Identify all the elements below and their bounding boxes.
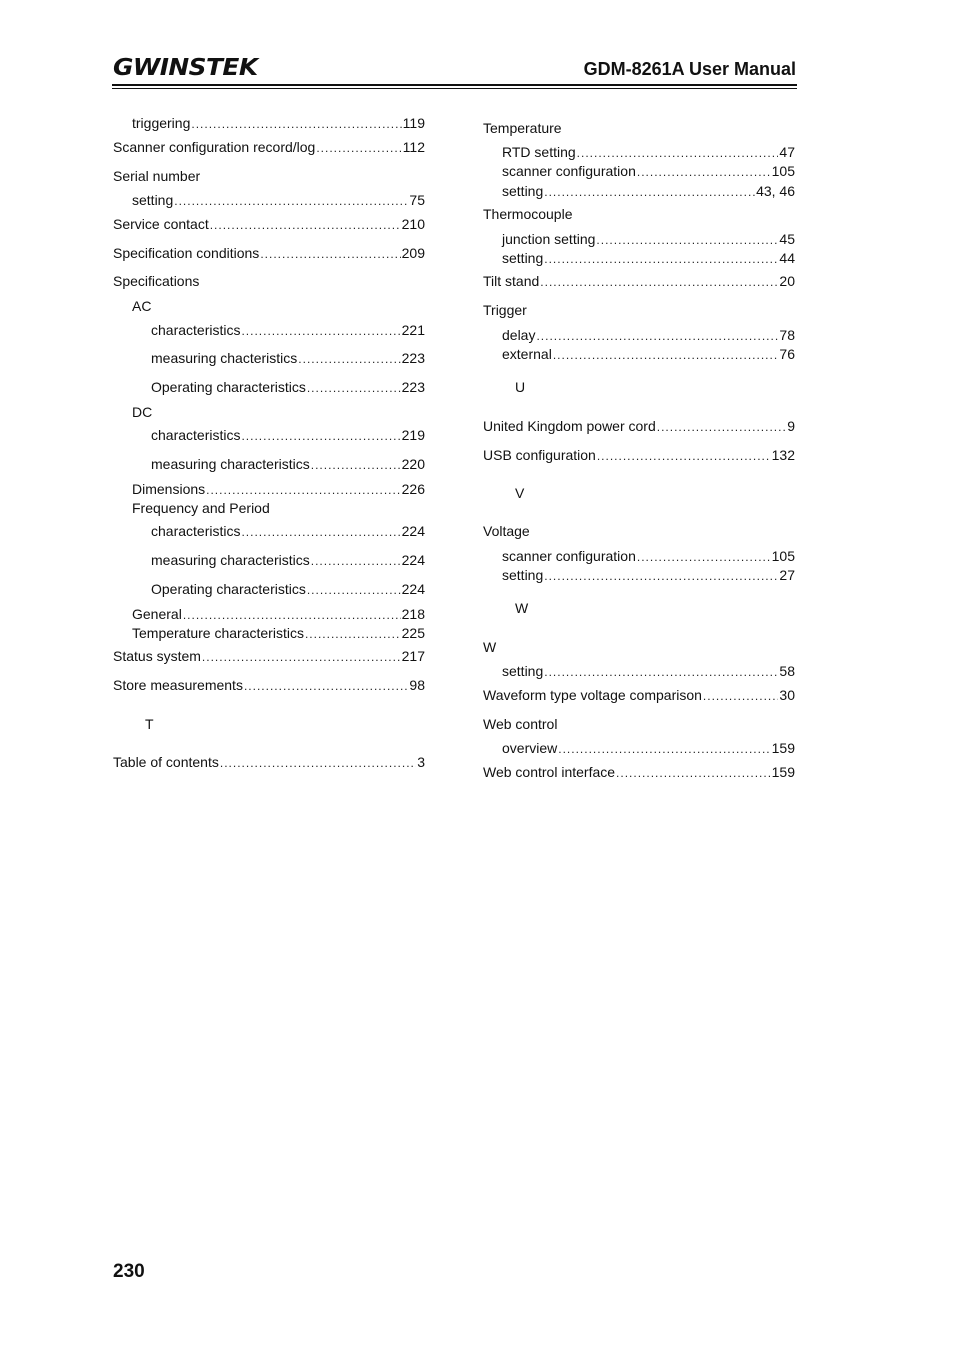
index-entry: Dimensions ..... 226 — [132, 480, 425, 499]
index-entry: Specification conditions ..... 209 — [113, 244, 425, 263]
index-heading: Web control — [483, 716, 558, 732]
index-heading: Trigger — [483, 302, 527, 318]
header-rule-thin — [112, 88, 797, 89]
index-entry: setting ..... 75 — [132, 191, 425, 210]
index-subheading: DC — [132, 404, 153, 420]
index-heading: Serial number — [113, 168, 201, 184]
section-letter: U — [515, 379, 526, 395]
index-entry: General ..... 218 — [132, 605, 425, 624]
index-entry: United Kingdom power cord ..... 9 — [483, 417, 795, 436]
index-heading: Voltage — [483, 523, 530, 539]
index-entry: scanner configuration ..... 105 — [502, 162, 795, 181]
index-heading: Temperature — [483, 120, 562, 136]
index-entry: measuring characteristics ..... 224 — [151, 551, 425, 570]
header-rule-thick — [112, 84, 797, 86]
index-entry: measuring characteristics ..... 220 — [151, 455, 425, 474]
index-entry: Web control interface ..... 159 — [483, 763, 795, 782]
manual-title: GDM-8261A User Manual — [583, 59, 796, 79]
index-subheading: AC — [132, 298, 152, 314]
index-entry: Store measurements ..... 98 — [113, 676, 425, 695]
index-entry: characteristics ..... 221 — [151, 321, 425, 340]
index-subheading: Frequency and Period — [132, 500, 270, 516]
index-entry: junction setting ..... 45 — [502, 230, 795, 249]
section-letter: W — [515, 600, 529, 616]
index-entry: Tilt stand ..... 20 — [483, 272, 795, 291]
index-entry: triggering ..... 119 — [132, 114, 425, 133]
index-entry: Operating characteristics ..... 223 — [151, 378, 425, 397]
index-entry: setting ..... 43, 46 — [502, 182, 795, 201]
index-entry: Scanner configuration record/log ..... 112 — [113, 138, 425, 157]
index-entry: overview ..... 159 — [502, 739, 795, 758]
page-number: 230 — [113, 1261, 145, 1282]
index-entry: setting ..... 27 — [502, 566, 795, 585]
index-entry: Table of contents ..... 3 — [113, 753, 425, 772]
gwinstek-logo: GWINSTEK — [113, 55, 258, 81]
section-letter: V — [515, 485, 525, 501]
index-entry: characteristics ..... 219 — [151, 426, 425, 445]
index-heading: Thermocouple — [483, 206, 573, 222]
index-entry: Operating characteristics ..... 224 — [151, 580, 425, 599]
index-heading: W — [483, 639, 497, 655]
index-entry: Waveform type voltage comparison ..... 30 — [483, 686, 795, 705]
index-entry: measuring chacteristics ..... 223 — [151, 349, 425, 368]
index-entry: delay ..... 78 — [502, 326, 795, 345]
index-entry: scanner configuration ..... 105 — [502, 547, 795, 566]
index-entry: Status system ..... 217 — [113, 647, 425, 666]
index-entry: USB configuration ..... 132 — [483, 446, 795, 465]
index-entry: Temperature characteristics ..... 225 — [132, 624, 425, 643]
index-entry: setting ..... 58 — [502, 662, 795, 681]
section-letter: T — [145, 716, 154, 732]
index-entry: external ..... 76 — [502, 345, 795, 364]
index-entry: setting ..... 44 — [502, 249, 795, 268]
index-heading: Specifications — [113, 273, 200, 289]
index-entry: characteristics ..... 224 — [151, 522, 425, 541]
index-entry: RTD setting ..... 47 — [502, 143, 795, 162]
index-entry: Service contact ..... 210 — [113, 215, 425, 234]
